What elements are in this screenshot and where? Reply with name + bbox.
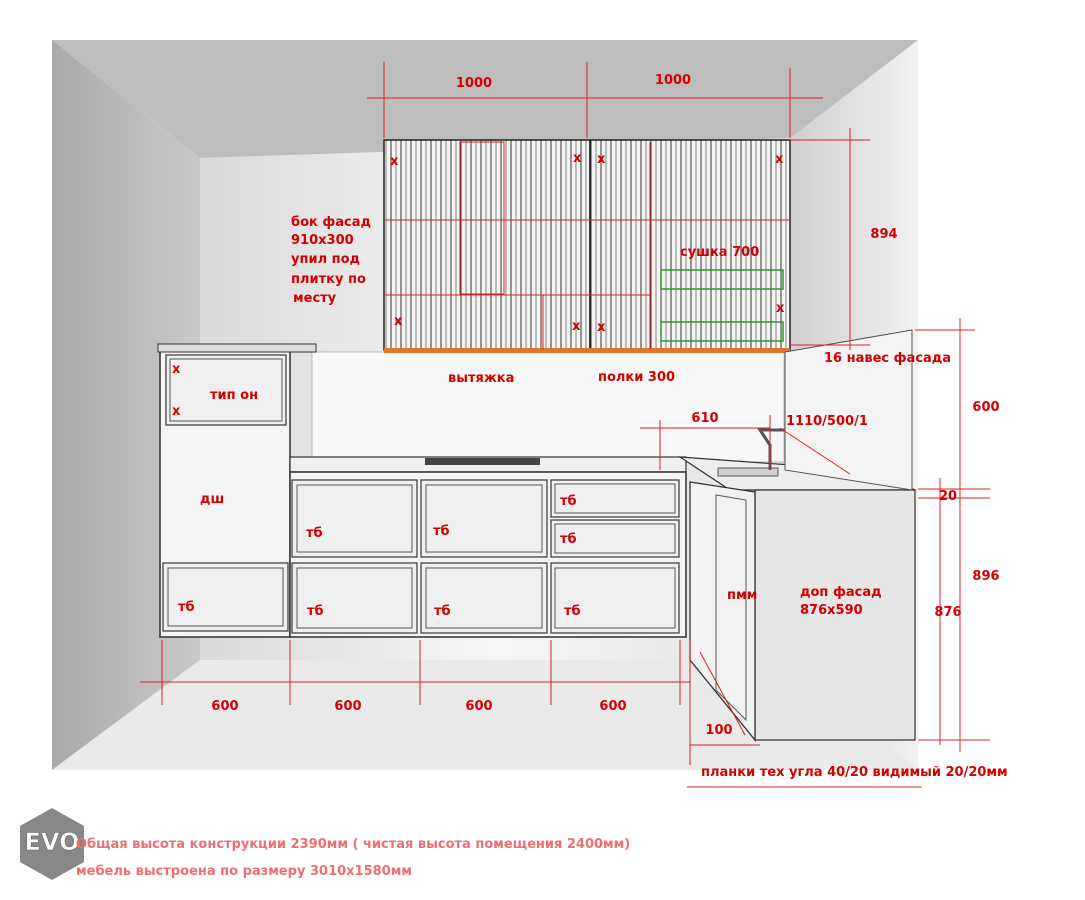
dim-upper-right: 1000 bbox=[654, 73, 692, 88]
drawer-front-5 bbox=[292, 563, 417, 633]
dim-corner-depth: 610 bbox=[691, 411, 719, 426]
evo-logo bbox=[20, 808, 84, 880]
label-dishwasher: дш bbox=[200, 492, 225, 507]
dim-sink-code: 1110/500/1 bbox=[786, 414, 868, 429]
dim-corner-gap: 100 bbox=[705, 723, 733, 738]
drawer-front-1 bbox=[292, 480, 417, 557]
label-pmm: пмм bbox=[727, 588, 758, 603]
label-side-facade-2: 910х300 bbox=[291, 233, 354, 248]
drawer-front-6 bbox=[421, 563, 547, 633]
label-tb: тб bbox=[306, 526, 323, 541]
label-dryer: сушка 700 bbox=[680, 245, 760, 260]
label-oven-tip: тип он bbox=[210, 388, 259, 403]
dim-right-inner: 876 bbox=[934, 605, 962, 620]
dim-upper-left: 1000 bbox=[455, 76, 493, 91]
mark-x: x bbox=[172, 404, 181, 419]
dim-base-1: 600 bbox=[211, 699, 239, 714]
drawer-front-7 bbox=[551, 563, 679, 633]
label-tb: тб bbox=[564, 604, 581, 619]
backsplash bbox=[312, 352, 784, 462]
label-side-facade-1: бок фасад bbox=[291, 215, 372, 230]
footer-height-note: Общая высота конструкции 2390мм ( чистая высота помещения 2400мм) bbox=[76, 837, 631, 852]
dim-base-2: 600 bbox=[334, 699, 362, 714]
label-tb: тб bbox=[560, 532, 577, 547]
mark-x: x bbox=[172, 362, 181, 377]
label-extra-facade-2: 876х590 bbox=[800, 603, 863, 618]
logo-text: EVO bbox=[24, 828, 80, 856]
dim-right-top: 600 bbox=[972, 400, 1000, 415]
mark-x: x bbox=[394, 314, 403, 329]
footer-notes bbox=[76, 837, 630, 879]
label-tb: тб bbox=[178, 600, 195, 615]
label-hood: вытяжка bbox=[448, 371, 515, 386]
label-tb: тб bbox=[433, 524, 450, 539]
dim-right-gap: 20 bbox=[938, 489, 958, 504]
dim-right-total: 896 bbox=[972, 569, 1000, 584]
dim-base-3: 600 bbox=[465, 699, 493, 714]
mark-x: x bbox=[776, 301, 785, 316]
mark-x: x bbox=[597, 320, 606, 335]
label-hinge: 16 навес фасада bbox=[824, 351, 952, 366]
mark-x: x bbox=[390, 154, 399, 169]
label-shelves: полки 300 bbox=[598, 370, 676, 385]
tall-cabinet-lower-front bbox=[163, 563, 288, 631]
dim-base-4: 600 bbox=[599, 699, 627, 714]
tall-cabinet-top bbox=[158, 344, 316, 352]
footer-size-note: мебель выстроена по размеру 3010х1580мм bbox=[76, 864, 412, 879]
label-corner-strips: планки тех угла 40/20 видимый 20/20мм bbox=[701, 765, 1008, 780]
label-side-facade-3: упил под bbox=[291, 252, 361, 267]
label-side-facade-4: плитку по bbox=[291, 272, 366, 287]
hob bbox=[425, 458, 540, 465]
mark-x: x bbox=[573, 151, 582, 166]
mark-x: x bbox=[572, 319, 581, 334]
drawer-front-2 bbox=[421, 480, 547, 557]
label-tb: тб bbox=[307, 604, 324, 619]
upper-cabinet-left bbox=[384, 140, 590, 350]
mark-x: x bbox=[597, 152, 606, 167]
dim-upper-height: 894 bbox=[870, 227, 898, 242]
label-tb: тб bbox=[434, 604, 451, 619]
label-tb: тб bbox=[560, 494, 577, 509]
label-side-facade-5: месту bbox=[293, 291, 337, 306]
mark-x: x bbox=[775, 152, 784, 167]
label-extra-facade-1: доп фасад bbox=[800, 585, 882, 600]
upper-cabinet-bottom-edge bbox=[384, 348, 790, 353]
